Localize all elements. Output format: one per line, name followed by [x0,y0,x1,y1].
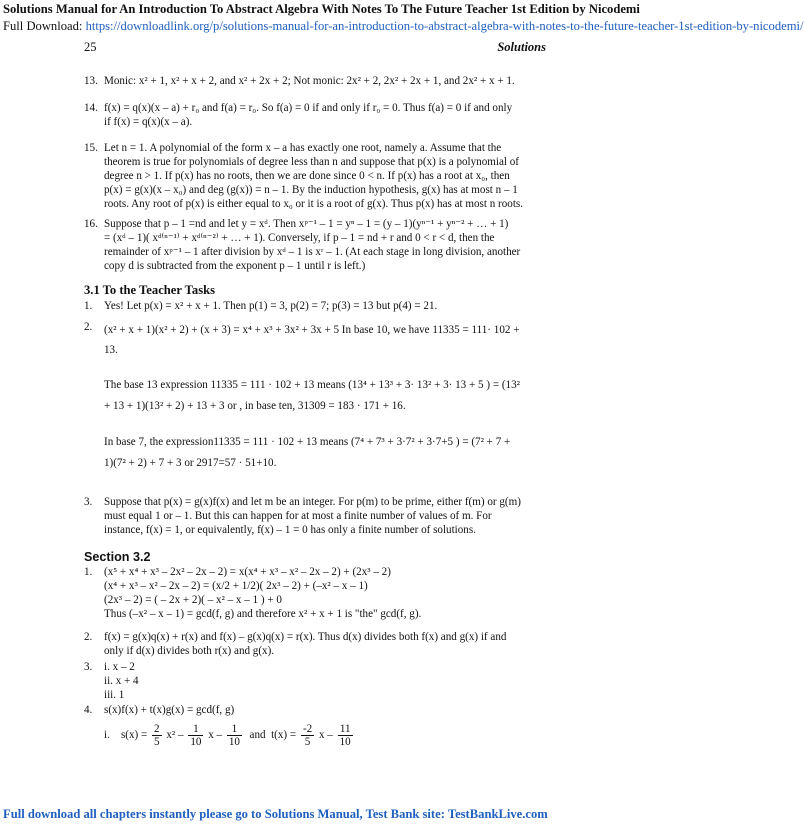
problem-text: degree n > 1. If p(x) has no roots, then we are done since 0 < n. If p(x) has a root at x₀, then [104,170,510,182]
page-number: 25 [84,40,97,54]
problem-text: roots. Any root of p(x) is either equal to x₀ or it is a root of g(x). Thus p(x) has at most n roots. [104,198,523,210]
task-text: (x² + x + 1)(x² + 2) + (x + 3) = x⁴ + x³ + 3x² + 3x + 5 In base 10, we have 11335 = 111· 102 + [104,324,520,336]
t-lhs: t(x) = [271,729,297,742]
fraction: $\frac{2}{5}$ [154,723,160,748]
problem-text: if f(x) = q(x)(x – a). [104,116,193,128]
task-text: Yes! Let p(x) = x² + x + 1. Then p(1) = 3, p(2) = 7; p(3) = 13 but p(4) = 21. [104,300,438,312]
section-heading-3-1: 3.1 To the Teacher Tasks [84,283,216,297]
running-head: Solutions [497,40,546,54]
item-text: only if d(x) divides both r(x) and g(x). [104,645,275,657]
item-number: 2. [84,631,93,643]
item-number: 3. [84,661,93,673]
task-number: 3. [84,496,93,508]
base7-line: In base 7, the expression11335 = 111 · 102 + 13 means (7⁴ + 7³ + 3·7² + 3·7+5 ) = (7² + 7 + [104,436,511,448]
item-text: Thus (–x² – x – 1) = gcd(f, g) and therefore x² + x + 1 is "the" gcd(f, g). [104,608,422,620]
footer-link[interactable]: Full download all chapters instantly please go to Solutions Manual, Test Bank site: TestBankLive.com [3,807,548,821]
s-lhs: s(x) = [120,729,148,742]
download-line [3,19,804,34]
s-tail: x – [208,729,223,742]
item-text: s(x)f(x) + t(x)g(x) = gcd(f, g) [104,704,235,716]
fraction: $\frac{11}{10}$ [339,723,351,748]
problem-text: Suppose that p – 1 =nd and let y = xᵈ. Then xᵖ⁻¹ – 1 = yⁿ – 1 = (y – 1)(yⁿ⁻¹ + yⁿ⁻² + … + 1) [104,218,509,230]
fraction: $\frac{1}{10}$ [190,723,202,748]
problem-text: remainder of xᵖ⁻¹ – 1 after division by xᵈ – 1 is xʳ – 1. (At each stage in long division, another [104,246,521,258]
sub-label: i. [104,729,110,742]
item-text: f(x) = g(x)q(x) + r(x) and f(x) – g(x)q(x) = r(x). Thus d(x) divides both f(x) and g(x) if and [104,631,507,643]
item-number: 4. [84,704,93,716]
problem-number: 16. [84,218,98,230]
item-text: ii. x + 4 [104,675,139,687]
fraction: $\frac{-2}{5}$ [302,723,313,748]
task-text: instance, f(x) = 1, or equivalently, f(x) – 1 = 0 has only a finite number of solutions. [104,524,476,536]
base13-paragraph [104,375,556,417]
item-number: 1. [84,566,93,578]
base7-paragraph [104,432,556,474]
problem-text: Let n = 1. A polynomial of the form x – a has exactly one root, namely a. Assume that the [104,142,502,154]
item-text: iii. 1 [104,689,125,701]
base13-line: The base 13 expression 11335 = 111 · 102 + 13 means (13⁴ + 13³ + 3· 13² + 3· 13 + 5 ) = (13² [104,379,520,391]
base7-line: 1)(7² + 2) + 7 + 3 or 2917=57 · 51+10. [104,457,277,469]
problem-text: f(x) = q(x)(x – a) + r₀ and f(a) = r₀. So f(a) = 0 if and only if r₀ = 0. Thus f(a) = 0 if and only [104,102,513,114]
item-text: i. x – 2 [104,661,135,673]
problem-text: Monic: x² + 1, x² + x + 2, and x² + 2x + 2; Not monic: 2x² + 2, 2x² + 2x + 1, and 2x² + x + 1. [104,75,515,87]
problem-text: theorem is true for polynomials of degree less than n and suppose that p(x) is a polynomial of [104,156,519,168]
base13-line: + 13 + 1)(13² + 2) + 13 + 3 or , in base ten, 31309 = 183 · 171 + 16. [104,400,406,412]
problem-number: 15. [84,142,98,154]
problem-number: 14. [84,102,98,114]
item-text: (2x³ – 2) = ( – 2x + 2)( – x² – x – 1 ) + 0 [104,594,282,606]
task-number: 2. [84,321,93,333]
download-link[interactable]: https://downloadlink.org/p/solutions-manual-for-an-introduction-to-abstract-algebra-with-notes-to-the-future-teacher-1st-edition-by-nicodemi/ [85,19,804,33]
task-number: 1. [84,300,93,312]
t-mid: x – [318,729,333,742]
document-title: Solutions Manual for An Introduction To Abstract Algebra With Notes To The Future Teacher 1st Edition by Nicodemi [3,2,640,16]
problem-text: copy d is subtracted from the exponent p – 1 until r is left.) [104,260,366,272]
fraction: $\frac{1}{10}$ [228,723,240,748]
and-word: and [249,729,266,742]
item-formula [104,723,556,748]
item-text: (x⁵ + x⁴ + x³ – 2x² – 2x – 2) = x(x⁴ + x³ – x² – 2x – 2) + (2x³ – 2) [104,566,391,578]
download-prefix: Full Download: [3,19,86,33]
s-mid: x² – [166,729,184,742]
task-text: Suppose that p(x) = g(x)f(x) and let m be an integer. For p(m) to be prime, either f(m) or g(m) [104,496,521,508]
problem-text: = (xᵈ – 1)( xᵈ⁽ⁿ⁻¹⁾ + xᵈ⁽ⁿ⁻²⁾ + … + 1). Conversely, if p – 1 = nd + r and 0 < r < d, then the [104,232,495,244]
task-text: 13. [104,344,118,356]
problem-text: p(x) = g(x)(x – x₀) and deg (g(x)) = n – 1. By the induction hypothesis, g(x) has at most n – 1 [104,184,518,196]
item-text: (x⁴ + x³ – x² – 2x – 2) = (x/2 + 1/2)( 2x³ – 2) + (–x² – x – 1) [104,580,368,592]
task-text: must equal 1 or – 1. But this can happen for at most a finite number of values of m. For [104,510,492,522]
section-heading-3-2: Section 3.2 [84,550,151,564]
problem-number: 13. [84,75,98,87]
